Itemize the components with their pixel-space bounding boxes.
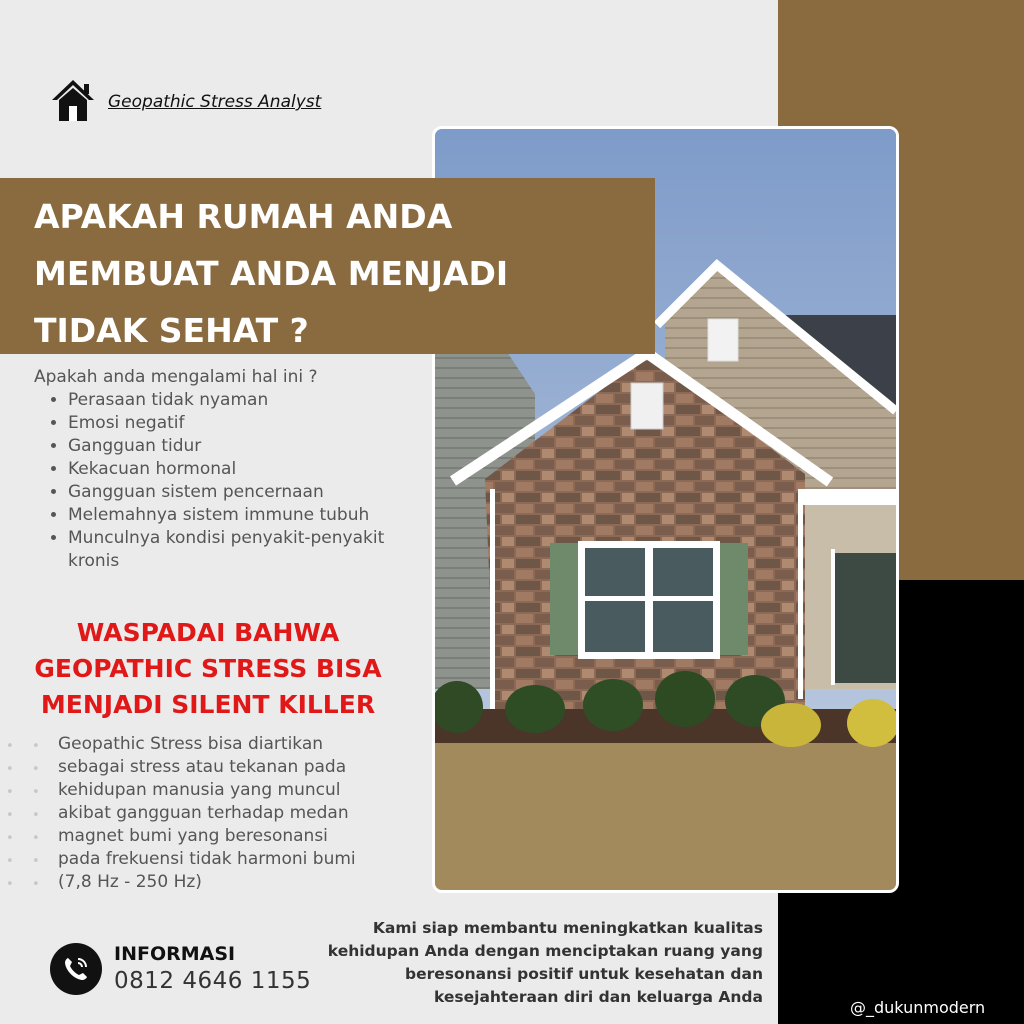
brand xyxy=(50,78,321,126)
definition-line: (7,8 Hz - 250 Hz) xyxy=(58,872,202,892)
symptom-item: • Kekacuan hormonal xyxy=(68,458,424,481)
headline xyxy=(34,188,634,359)
definition-line: akibat gangguan terhadap medan xyxy=(58,803,349,823)
warning-line: GEOPATHIC STRESS BISA xyxy=(34,654,382,683)
phone-number[interactable]: 0812 4646 1155 xyxy=(114,968,312,994)
headline-line: TIDAK SEHAT ? xyxy=(34,311,309,350)
closing-message xyxy=(300,917,763,1009)
symptom-item: • Gangguan tidur xyxy=(68,435,424,458)
closing-line: Kami siap membantu meningkatkan kualitas xyxy=(372,919,763,937)
warning-text xyxy=(8,615,408,723)
symptom-item: • Munculnya kondisi penyakit-penyakit kronis xyxy=(68,527,424,573)
contact-info xyxy=(50,942,311,996)
definition-line: magnet bumi yang beresonansi xyxy=(58,826,328,846)
info-label: INFORMASI xyxy=(114,943,236,965)
definition-line: kehidupan manusia yang muncul xyxy=(58,780,341,800)
definition-line: sebagai stress atau tekanan pada xyxy=(58,757,347,777)
definition-text xyxy=(58,733,398,894)
warning-line: WASPADAI BAHWA xyxy=(76,618,340,647)
closing-line: beresonansi positif untuk kesehatan dan xyxy=(405,965,763,983)
symptom-item: • Emosi negatif xyxy=(68,412,424,435)
phone-icon[interactable] xyxy=(50,943,102,995)
headline-line: APAKAH RUMAH ANDA xyxy=(34,197,453,236)
symptom-item: • Melemahnya sistem immune tubuh xyxy=(68,504,424,527)
closing-line: kehidupan Anda dengan menciptakan ruang yang xyxy=(327,942,763,960)
social-handle[interactable]: @_dukunmodern xyxy=(850,998,986,1017)
warning-line: MENJADI SILENT KILLER xyxy=(40,690,376,719)
house-icon xyxy=(50,78,96,126)
headline-line: MEMBUAT ANDA MENJADI xyxy=(34,254,509,293)
symptom-item: • Gangguan sistem pencernaan xyxy=(68,481,424,504)
definition-line: pada frekuensi tidak harmoni bumi xyxy=(58,849,356,869)
symptom-list xyxy=(34,366,424,573)
brand-name[interactable]: Geopathic Stress Analyst xyxy=(108,92,322,112)
closing-line: kesejahteraan diri dan keluarga Anda xyxy=(433,988,763,1006)
symptom-item: • Perasaan tidak nyaman xyxy=(68,389,424,412)
symptom-intro: Apakah anda mengalami hal ini ? xyxy=(34,367,318,387)
definition-line: Geopathic Stress bisa diartikan xyxy=(58,734,324,754)
